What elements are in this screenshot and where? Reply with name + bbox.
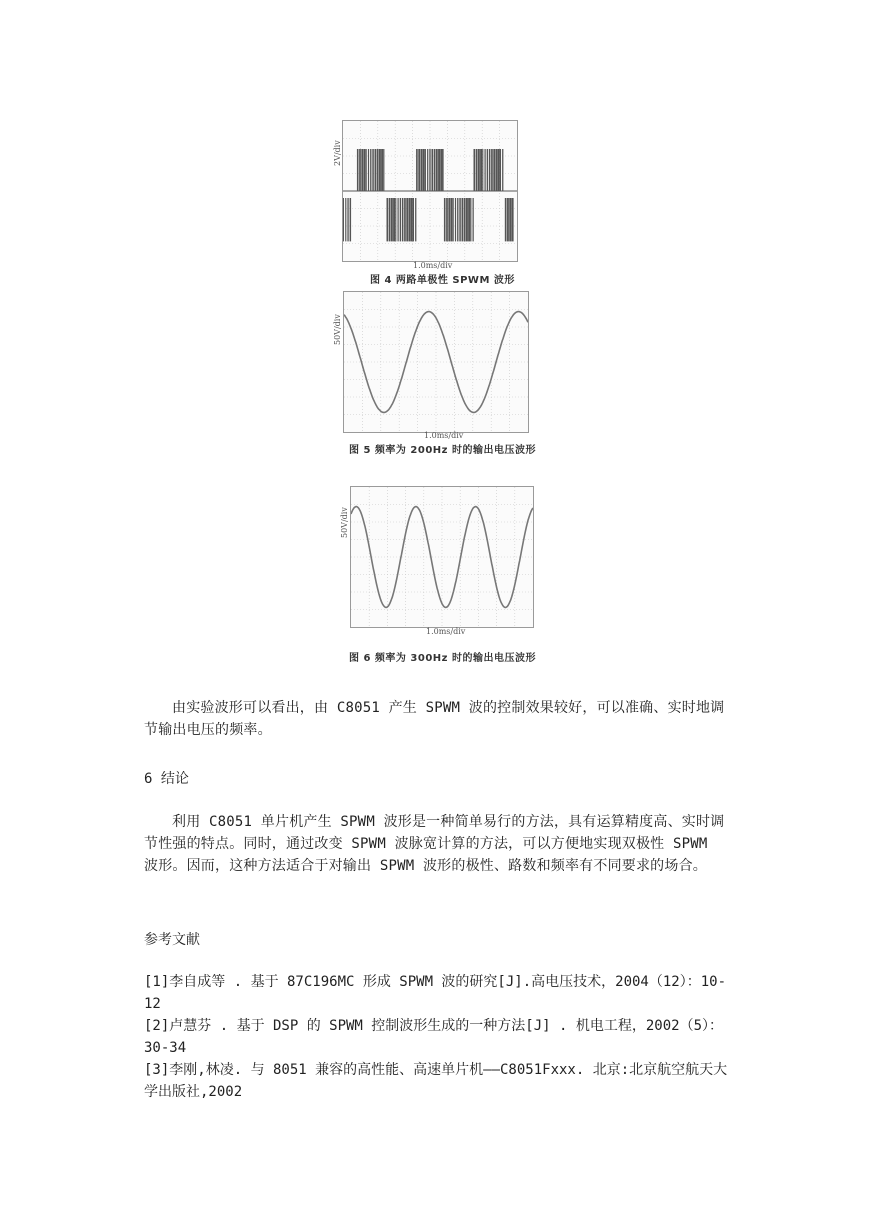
pwm-pulse <box>366 149 367 191</box>
pwm-pulse <box>418 149 420 191</box>
pwm-pulse <box>372 149 373 191</box>
pwm-pulse <box>502 149 503 191</box>
pwm-pulse <box>404 198 406 241</box>
figure-6-x-axis-label: 1.0ms/div <box>426 627 466 636</box>
pwm-pulse <box>347 198 348 241</box>
pwm-pulse <box>436 149 438 191</box>
pwm-pulse <box>507 198 509 241</box>
reference-item: [1]李自成等 . 基于 87C196MC 形成 SPWM 波的研究[J].高电压技术，2004（12）：10-12 <box>144 974 727 1012</box>
pwm-pulse <box>368 149 369 191</box>
figure-5-caption: 图 5 频率为 200Hz 时的输出电压波形 <box>349 445 536 456</box>
pwm-pulse <box>511 198 513 241</box>
pwm-pulse <box>375 149 377 191</box>
oscilloscope-trace-two-channel-spwm <box>342 120 518 262</box>
pwm-pulse <box>379 149 381 191</box>
pwm-pulse <box>411 198 413 241</box>
pwm-pulse <box>482 149 483 191</box>
pwm-pulse <box>455 198 456 241</box>
pwm-pulse <box>434 149 436 191</box>
pwm-pulse <box>415 198 416 241</box>
sine-waveform-plot-200hz <box>344 292 528 432</box>
pwm-pulse <box>464 198 466 241</box>
pwm-pulse <box>429 149 430 191</box>
pwm-pulse <box>400 198 401 241</box>
pwm-pulse <box>500 149 501 191</box>
pwm-pulse <box>476 149 478 191</box>
experiment-conclusion-paragraph: 由实验波形可以看出，由 C8051 产生 SPWM 波的控制效果较好，可以准确、实时地调节输出电压的频率。 <box>144 700 725 738</box>
reference-item: [3]李刚,林凌. 与 8051 兼容的高性能、高速单片机——C8051Fxxx. 北京:北京航空航天大学出版社,2002 <box>144 1062 728 1100</box>
pwm-pulse <box>345 198 346 241</box>
pwm-pulse <box>470 198 471 241</box>
pwm-pulse <box>496 149 498 191</box>
pwm-pulse <box>413 198 414 241</box>
pwm-pulse <box>402 198 404 241</box>
pwm-pulse <box>493 149 495 191</box>
pwm-pulse <box>473 198 474 241</box>
pwm-pulse <box>498 149 500 191</box>
pwm-pulse <box>453 198 454 241</box>
pwm-pulse <box>395 198 396 241</box>
pwm-pulse <box>487 149 488 191</box>
pwm-pulse <box>446 198 448 241</box>
oscilloscope-trace-200hz <box>343 291 529 433</box>
pwm-pulse <box>474 149 476 191</box>
pwm-pulse <box>359 149 361 191</box>
pwm-pulse <box>377 149 379 191</box>
pwm-pulse <box>420 149 422 191</box>
references-heading: 参考文献 <box>144 932 200 948</box>
pwm-pulse <box>489 149 491 191</box>
reference-list <box>144 971 734 1103</box>
pwm-pulse <box>468 198 470 241</box>
pwm-pulse <box>425 149 426 191</box>
sine-waveform-plot-300hz <box>351 487 533 627</box>
spwm-waveform-plot <box>343 121 517 261</box>
pwm-pulse <box>509 198 511 241</box>
pwm-pulse <box>459 198 460 241</box>
pwm-pulse <box>442 149 443 191</box>
pwm-pulse <box>451 198 453 241</box>
figure-5-x-axis-label: 1.0ms/div <box>424 431 464 440</box>
figure-6-y-axis-label: 50V/div <box>340 507 349 538</box>
scope-grid <box>351 487 533 627</box>
pwm-pulse <box>505 198 507 241</box>
pwm-pulse <box>478 149 480 191</box>
reference-item: [2]卢慧芬 . 基于 DSP 的 SPWM 控制波形生成的一种方法[J] . 机电工程，2002（5）：30-34 <box>144 1018 724 1056</box>
pwm-pulse <box>416 149 418 191</box>
pwm-pulse <box>387 198 389 241</box>
pwm-pulse <box>440 149 442 191</box>
figure-5-y-axis-label: 50V/div <box>333 314 342 345</box>
pwm-pulse <box>448 198 450 241</box>
pwm-pulse <box>364 149 366 191</box>
pwm-pulse <box>480 149 482 191</box>
pwm-pulse <box>466 198 468 241</box>
figure-4-y-axis-label: 2V/div <box>333 140 342 166</box>
pwm-pulse <box>343 198 344 241</box>
pwm-pulse <box>438 149 440 191</box>
pwm-pulse <box>444 198 446 241</box>
pwm-pulse <box>350 198 351 241</box>
pwm-pulse <box>361 149 363 191</box>
scope-grid <box>344 292 528 432</box>
pwm-pulse <box>409 198 411 241</box>
figure-4-x-axis-label: 1.0ms/div <box>413 261 453 270</box>
section-heading-conclusion: 6 结论 <box>144 771 189 787</box>
pwm-pulse <box>427 149 428 191</box>
pwm-pulse <box>485 149 486 191</box>
pwm-pulse <box>491 149 493 191</box>
pwm-pulse <box>457 198 458 241</box>
pwm-pulse <box>398 198 399 241</box>
pwm-pulse <box>462 198 464 241</box>
pwm-pulse <box>391 198 393 241</box>
figure-6-caption: 图 6 频率为 300Hz 时的输出电压波形 <box>349 653 536 664</box>
pwm-pulse <box>393 198 395 241</box>
pwm-pulse <box>389 198 391 241</box>
figure-4-caption: 图 4 两路单极性 SPWM 波形 <box>370 275 515 286</box>
pwm-pulse <box>370 149 371 191</box>
pwm-pulse <box>381 149 383 191</box>
pwm-pulse <box>357 149 359 191</box>
pwm-pulse <box>423 149 425 191</box>
oscilloscope-trace-300hz <box>350 486 534 628</box>
pwm-pulse <box>383 149 384 191</box>
conclusion-paragraph: 利用 C8051 单片机产生 SPWM 波形是一种简单易行的方法，具有运算精度高、实时调节性强的特点。同时，通过改变 SPWM 波脉宽计算的方法，可以方便地实现双极性 SPWM 波形。因而，这种方法适合于对输出 SPWM 波形的极性、路数和频率有不同要求的场合。 <box>144 814 725 874</box>
pwm-pulse <box>431 149 433 191</box>
pwm-pulse <box>406 198 408 241</box>
